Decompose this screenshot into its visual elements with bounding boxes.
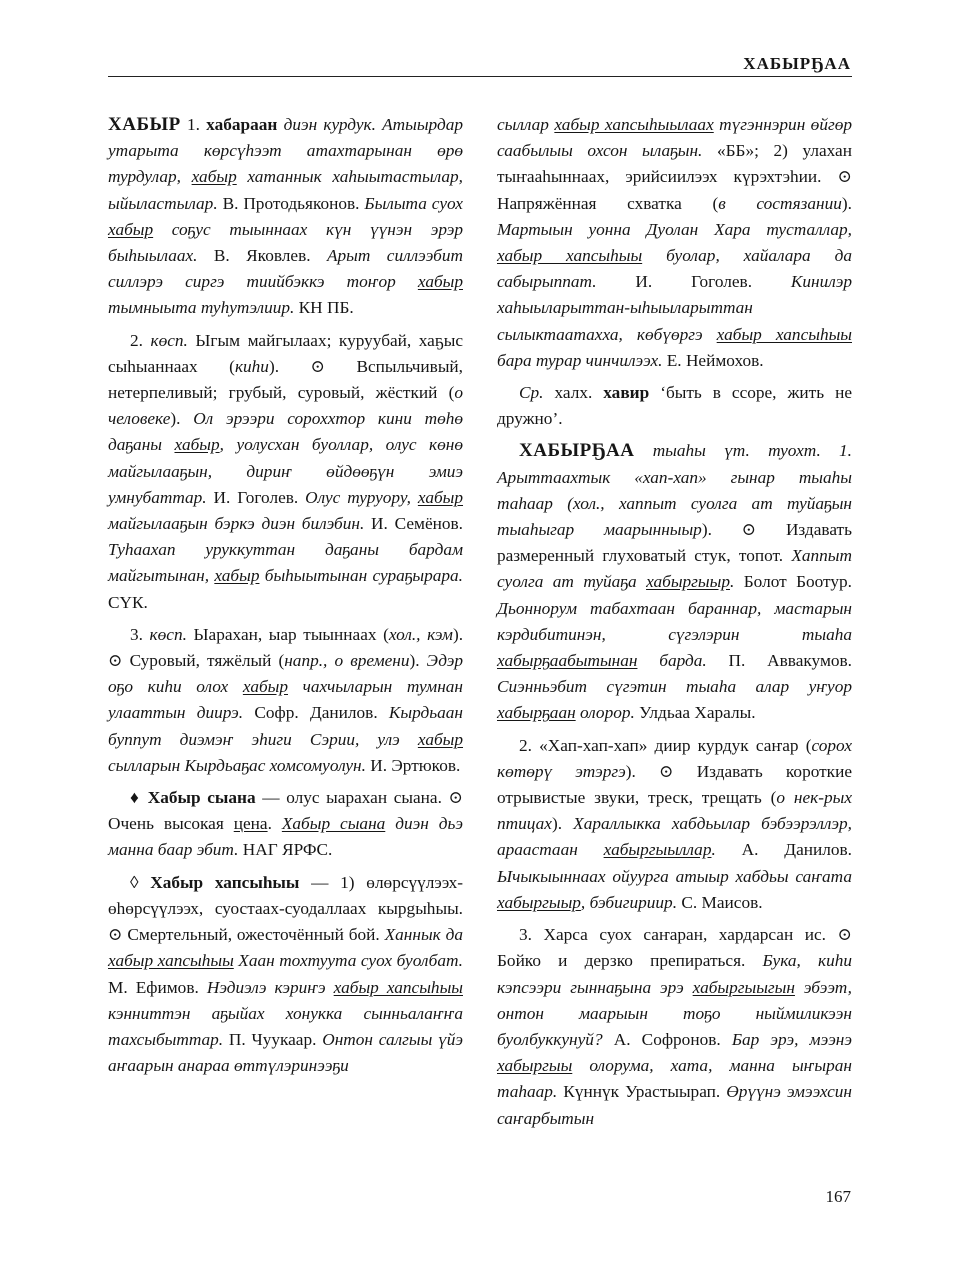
text-run: хабырҕаабытынан: [497, 651, 638, 671]
text-run: Кырдьаан буппут диэмэҥ эһиги Сэрии, улэ: [108, 703, 463, 749]
text-run: Хараллыкка хабдьылар бэбээрэллэр, араастаан: [497, 814, 852, 860]
header-rule: [108, 76, 852, 77]
text-run: быһыытынан сураҕырара.: [259, 566, 463, 586]
running-head: ХАБЫРҔАА: [743, 54, 851, 73]
text-run: — 1) өлөрсүүлээх-өһөрсүүлээх, суостаах-суодаллаах кырgыһыы. ⊙ Смертельный, ожесточённый бой.: [108, 872, 463, 945]
text-run: кэнниттэн аҕыйах хонукка сынньалаҥҥа тахсыбыттар.: [108, 1003, 463, 1049]
text-run: ).: [551, 814, 574, 834]
text-run: Туһаахап уруккуттан даҕаны бардам майгытынан,: [108, 540, 463, 586]
text-run: хол., хаппыт суолга ат туйаҕын тыаһыгар маарынныыр: [497, 493, 852, 540]
text-run: буолар, хайалара да сабырыппат.: [497, 246, 852, 292]
text-run: Сиэнньэбит сүгэтин тыаһа алар уҥуор: [497, 677, 852, 697]
text-run: Былыта суох: [359, 193, 463, 213]
text-run: ). ⊙ Издавать короткие отрывистые звуки, треск, трещать (: [497, 761, 852, 808]
text-run: хабараан: [206, 115, 278, 134]
text-run: Софр. Данилов.: [254, 703, 378, 723]
text-run: Болот Боотур.: [743, 572, 852, 592]
text-run: хабыр: [174, 435, 220, 455]
text-run: А. Данилов.: [741, 840, 852, 860]
text-run: сыллар: [497, 115, 555, 134]
text-run: Ыарахан, ыар тыыннаах (: [186, 624, 389, 644]
text-run: Е. Неймохов.: [666, 350, 764, 370]
text-run: 2. «Хап-хап-хап» диир курдук саҥар (: [519, 735, 812, 755]
text-run: о человеке: [108, 383, 463, 429]
text-run: 3.: [130, 624, 150, 644]
text-run: Кинилэр хаһыыларыттан-ыһыыларыттан сылыктаатахха, көбүөргэ: [497, 272, 853, 344]
text-run: Ол эрээри сороххтор кини төһө даҕаны: [108, 409, 463, 455]
text-run: Арыт силлээбит силлэрэ сиргэ тиийбэккэ тоҥор: [108, 246, 463, 292]
entry-khabyr-sense-1: [108, 112, 463, 322]
text-run: СҮК.: [108, 592, 148, 612]
text-run: ). ⊙ Вспыльчивый, нетерпеливый; грубый, суровый, жёсткий (: [108, 356, 464, 403]
text-run: Хабыр сыана: [281, 814, 386, 834]
text-run: П. Чуукаар.: [228, 1029, 317, 1049]
text-run: цена: [233, 814, 268, 834]
text-run: хабыр: [191, 167, 237, 187]
text-run: хабыргыы: [497, 1056, 573, 1076]
text-run: хабыр: [214, 566, 260, 586]
text-run: хабыр хапсыһыы: [716, 324, 852, 344]
cross-reference: [497, 380, 852, 432]
text-run: майгылааҕын бэркэ диэн билэбин.: [108, 514, 372, 534]
text-run: Эдэр оҕо киһи олох: [108, 651, 463, 697]
text-run: бара турар чинчилээх.: [497, 350, 667, 370]
text-run: хабыргыыллар: [603, 840, 712, 860]
text-run: диэн курдук. Атыырдар утарыта көрсүһээт атахтарынан өрө турдулар,: [108, 115, 463, 187]
text-run: — олус ыарахан сыана. ⊙ Очень высокая: [108, 788, 464, 834]
idiom-khabyr-khapsyhyy: [108, 870, 463, 1080]
text-run: , уолусхан буоллар, олус көнө майгылааҕын, дириҥ өйдөөҕүн эмиэ умнубаттар.: [108, 435, 463, 507]
text-run: «ББ»; 2) улахан тыҥааһыннаах, эрийсиилээх күрэхтэһии. ⊙ Напряжённая схватка (: [497, 141, 852, 213]
text-run: ).: [170, 409, 194, 429]
text-run: 2.: [130, 330, 151, 350]
text-run: хол., кэм: [388, 624, 453, 644]
text-run: диэн дьэ манна баар эбит.: [108, 814, 463, 860]
entry-khabyrgaa-sense-3: [497, 922, 852, 1132]
text-run: хабыр: [417, 729, 463, 749]
text-run: хатаннык хаһыытастылар, ыйыластылар.: [108, 167, 464, 213]
text-run: Улдьаа Харалы.: [639, 703, 756, 723]
text-run: киһи: [234, 356, 269, 376]
text-run: хабыр хапсыһыылаах: [554, 115, 714, 134]
text-run: хабыр: [108, 219, 154, 239]
text-run: Хабыр хапсыһыы: [150, 872, 300, 892]
entry-khabyr-sense-3: [108, 622, 463, 779]
text-run: сылларын Кырдьаҕас хомсомуолун.: [108, 755, 371, 775]
text-run: барда.: [637, 651, 729, 671]
text-run: 1.: [180, 115, 207, 134]
text-run: ).: [409, 651, 427, 671]
text-run: хабыргыыр: [497, 892, 581, 912]
text-run: ◊: [130, 872, 151, 892]
text-run: Ханнык да: [384, 925, 463, 945]
text-run: тымныыта туһутэлиир.: [108, 298, 299, 318]
text-run: ). ⊙ Издавать размеренный глуховатый стук, топот.: [497, 520, 852, 566]
entry-khabyrgaa-sense-2: [497, 733, 852, 916]
text-run: хавир: [603, 383, 650, 403]
text-run: эбээт, онтон маарыын тоҕо ныймиликээн буолбуккунуй?: [497, 977, 853, 1049]
text-run: Мартыын уонна Дуолан Хара тусталлар,: [497, 219, 852, 239]
text-run: ХАБЫРҔАА: [519, 440, 635, 462]
text-run: КН ПБ.: [298, 298, 354, 318]
text-run: халх.: [543, 383, 604, 403]
text-run: М. Ефимов.: [108, 977, 199, 997]
text-run: хабыргыыр: [646, 572, 730, 592]
text-run: Онтон салгыы үйэ аҥаарын анараа өттүлэринээҕи: [108, 1029, 463, 1076]
text-run: напр., о времени: [284, 651, 410, 671]
text-run: Бука, киһи кэпсээри гыннаҕына эрэ: [497, 951, 853, 997]
text-run: тыаһы үт. туохт. 1. Арыттаахтык «хап-хап» гынар тыаһы таһаар (: [497, 441, 852, 513]
text-run: хабыр хапсыһыы: [497, 246, 643, 266]
text-run: Хабыр сыана: [147, 788, 256, 808]
text-run: олорума, хата, манна ыҥыран таһаар.: [497, 1056, 852, 1102]
text-run: Ычыкыыннаах ойуурга атыыр хабдьы саҥата: [497, 866, 852, 886]
text-run: Бар эрэ, мээнэ: [720, 1029, 853, 1049]
text-run: в состязании: [718, 193, 842, 213]
text-run: түгэннэрин өйгөр саабылыы охсон ылаҕын.: [497, 115, 852, 161]
text-run: хабыргыыгын: [692, 977, 795, 997]
text-run: В. Яковлев.: [213, 246, 311, 266]
text-run: хабыр хапсыһыы: [108, 951, 234, 971]
text-run: соҕус тыыннаах күн үүнэн эрэр быһыылаах.: [108, 219, 463, 266]
text-run: көсп.: [149, 624, 187, 644]
text-run: НАГ ЯРФС.: [242, 840, 333, 860]
text-run: ). ⊙ Суровый, тяжёлый (: [108, 624, 464, 671]
text-run: Күннүк Урастыырап.: [563, 1082, 721, 1102]
page-number: 167: [825, 1187, 851, 1206]
text-run: И. Семёнов.: [371, 514, 463, 534]
text-run: ).: [841, 193, 852, 213]
text-run: хабыр: [242, 677, 288, 697]
text-run: сорох көтөрү этэргэ: [497, 735, 852, 781]
text-run: хабырҕаан: [497, 703, 576, 723]
text-run: 3. Харса суох саҥаран, хардарсан ис. ⊙ Бойко и дерзко препираться.: [497, 925, 852, 971]
entry-khabyrgaa-sense-1: [497, 438, 852, 726]
text-run: А. Софронов.: [613, 1029, 721, 1049]
text-run: хабыр: [417, 272, 463, 292]
text-run: ХАБЫР: [108, 114, 181, 135]
text-run: Дьоннорум табахтаан бараннар, мастарын кэрдибитинэн, сүгэлэрин тыаһа: [497, 598, 852, 644]
text-run: ♦: [130, 788, 148, 808]
text-run: И. Гоголев.: [213, 487, 299, 507]
text-run: П. Аввакумов.: [728, 651, 853, 671]
text-run: .: [267, 814, 282, 834]
text-run: хабыр: [417, 487, 464, 507]
text-run: о нек-рых птицах: [497, 788, 852, 834]
text-run: хабыр хапсыһыы: [333, 977, 463, 997]
idiom-khabyr-syana: [108, 785, 463, 864]
text-run: Хаан тохтуута суох буолбат.: [233, 951, 463, 971]
text-run: .: [729, 572, 744, 592]
text-run: Нэдиэлэ кэриҥэ: [198, 977, 334, 997]
text-run: чахчыларын тумнан улааттын диирэ.: [108, 677, 463, 723]
left-column: [108, 112, 463, 1085]
right-column: [497, 112, 852, 1138]
idiom-continuation: [497, 112, 852, 374]
text-run: Олус туруору,: [298, 487, 418, 507]
text-run: Хаппыт суолга ат туйаҕа: [497, 546, 852, 592]
text-run: Ср.: [519, 383, 544, 403]
text-run: В. Протодьяконов.: [222, 193, 360, 213]
text-run: .: [711, 840, 742, 860]
text-run: Ыгым майгылаах; куруубай, хаҕыс сыһыаннаах (: [108, 330, 464, 376]
text-run: көсп.: [150, 330, 188, 350]
text-run: ‘быть в ссоре, жить не дружно’.: [497, 383, 852, 429]
text-run: И. Гоголев.: [635, 272, 753, 292]
text-run: Өрүүнэ эмээхсин саҥарбытын: [497, 1082, 852, 1128]
text-run: , бэбигириир.: [580, 892, 682, 912]
text-run: олорор.: [575, 703, 640, 723]
text-run: С. Маисов.: [681, 892, 763, 912]
entry-khabyr-sense-2: [108, 328, 463, 616]
text-run: И. Эртюков.: [370, 755, 461, 775]
